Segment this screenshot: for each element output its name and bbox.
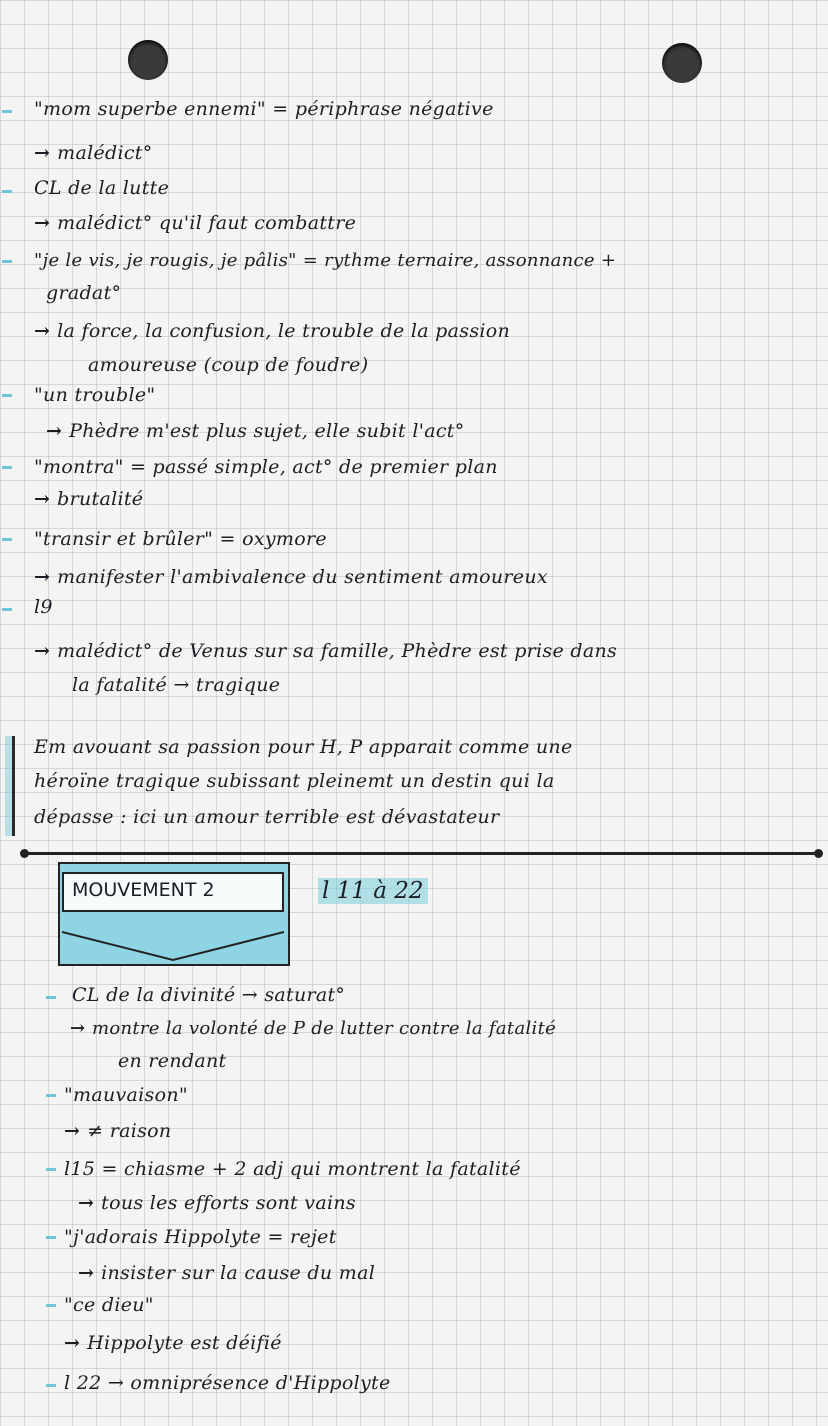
note-line: l 22 → omniprésence d'Hippolyte: [64, 1372, 391, 1394]
binder-hole-right: [662, 43, 702, 83]
section-divider: [22, 852, 822, 855]
divider-dot-right: [814, 849, 823, 858]
note-line: "je le vis, je rougis, je pâlis" = rythme ternaire, assonnance +: [34, 250, 617, 271]
note-line: "un trouble": [34, 384, 156, 406]
note-line: "ce dieu": [64, 1294, 154, 1316]
bullet-marker: [46, 1236, 56, 1239]
bullet-marker: [2, 466, 12, 469]
bullet-marker: [2, 394, 12, 397]
note-line: l15 = chiasme + 2 adj qui montrent la fatalité: [64, 1158, 521, 1180]
note-line: "mom superbe ennemi" = périphrase négative: [34, 98, 494, 120]
note-line: la fatalité → tragique: [72, 674, 281, 696]
bullet-marker: [46, 1304, 56, 1307]
note-line: "mauvaison": [64, 1084, 188, 1106]
note-line: → Phèdre m'est plus sujet, elle subit l'act°: [46, 420, 465, 442]
note-line: amoureuse (coup de foudre): [88, 354, 369, 376]
conclusion-line: héroïne tragique subissant pleinemt un destin qui la: [34, 770, 555, 792]
note-line: gradat°: [46, 282, 122, 304]
bullet-marker: [2, 190, 12, 193]
binder-hole-left: [128, 40, 168, 80]
note-line: → ≠ raison: [64, 1120, 171, 1142]
bullet-marker: [2, 110, 12, 113]
note-line: → tous les efforts sont vains: [78, 1192, 356, 1214]
divider-dot-left: [20, 849, 29, 858]
note-line: en rendant: [118, 1050, 227, 1072]
line-range-label: l 11 à 22: [318, 878, 428, 904]
conclusion-bar: [12, 736, 15, 836]
bullet-marker: [46, 1168, 56, 1171]
note-line: "transir et brûler" = oxymore: [34, 528, 327, 550]
conclusion-line: Em avouant sa passion pour H, P apparait comme une: [34, 736, 573, 758]
note-line: → brutalité: [34, 488, 143, 510]
note-line: → malédict° de Venus sur sa famille, Phèdre est prise dans: [34, 640, 617, 662]
note-line: → manifester l'ambivalence du sentiment amoureux: [34, 566, 548, 588]
note-line: → malédict° qu'il faut combattre: [34, 212, 356, 234]
movement-title: MOUVEMENT 2: [62, 872, 284, 912]
note-line: "j'adorais Hippolyte = rejet: [64, 1226, 337, 1248]
note-line: l9: [34, 596, 53, 618]
movement-line-range: [318, 878, 428, 904]
banner-ribbon-icon: [62, 930, 284, 964]
note-line: "montra" = passé simple, act° de premier plan: [34, 456, 498, 478]
bullet-marker: [46, 1384, 56, 1387]
note-line: CL de la divinité → saturat°: [72, 984, 346, 1006]
note-line: → montre la volonté de P de lutter contre la fatalité: [70, 1018, 556, 1039]
bullet-marker: [2, 538, 12, 541]
bullet-marker: [2, 608, 12, 611]
note-line: CL de la lutte: [34, 177, 170, 199]
note-line: → insister sur la cause du mal: [78, 1262, 375, 1284]
note-line: → malédict°: [34, 142, 153, 164]
bullet-marker: [2, 260, 12, 263]
note-line: → la force, la confusion, le trouble de la passion: [34, 320, 510, 342]
note-line: → Hippolyte est déifié: [64, 1332, 282, 1354]
bullet-marker: [46, 996, 56, 999]
bullet-marker: [46, 1094, 56, 1097]
conclusion-line: dépasse : ici un amour terrible est dévastateur: [34, 806, 500, 828]
